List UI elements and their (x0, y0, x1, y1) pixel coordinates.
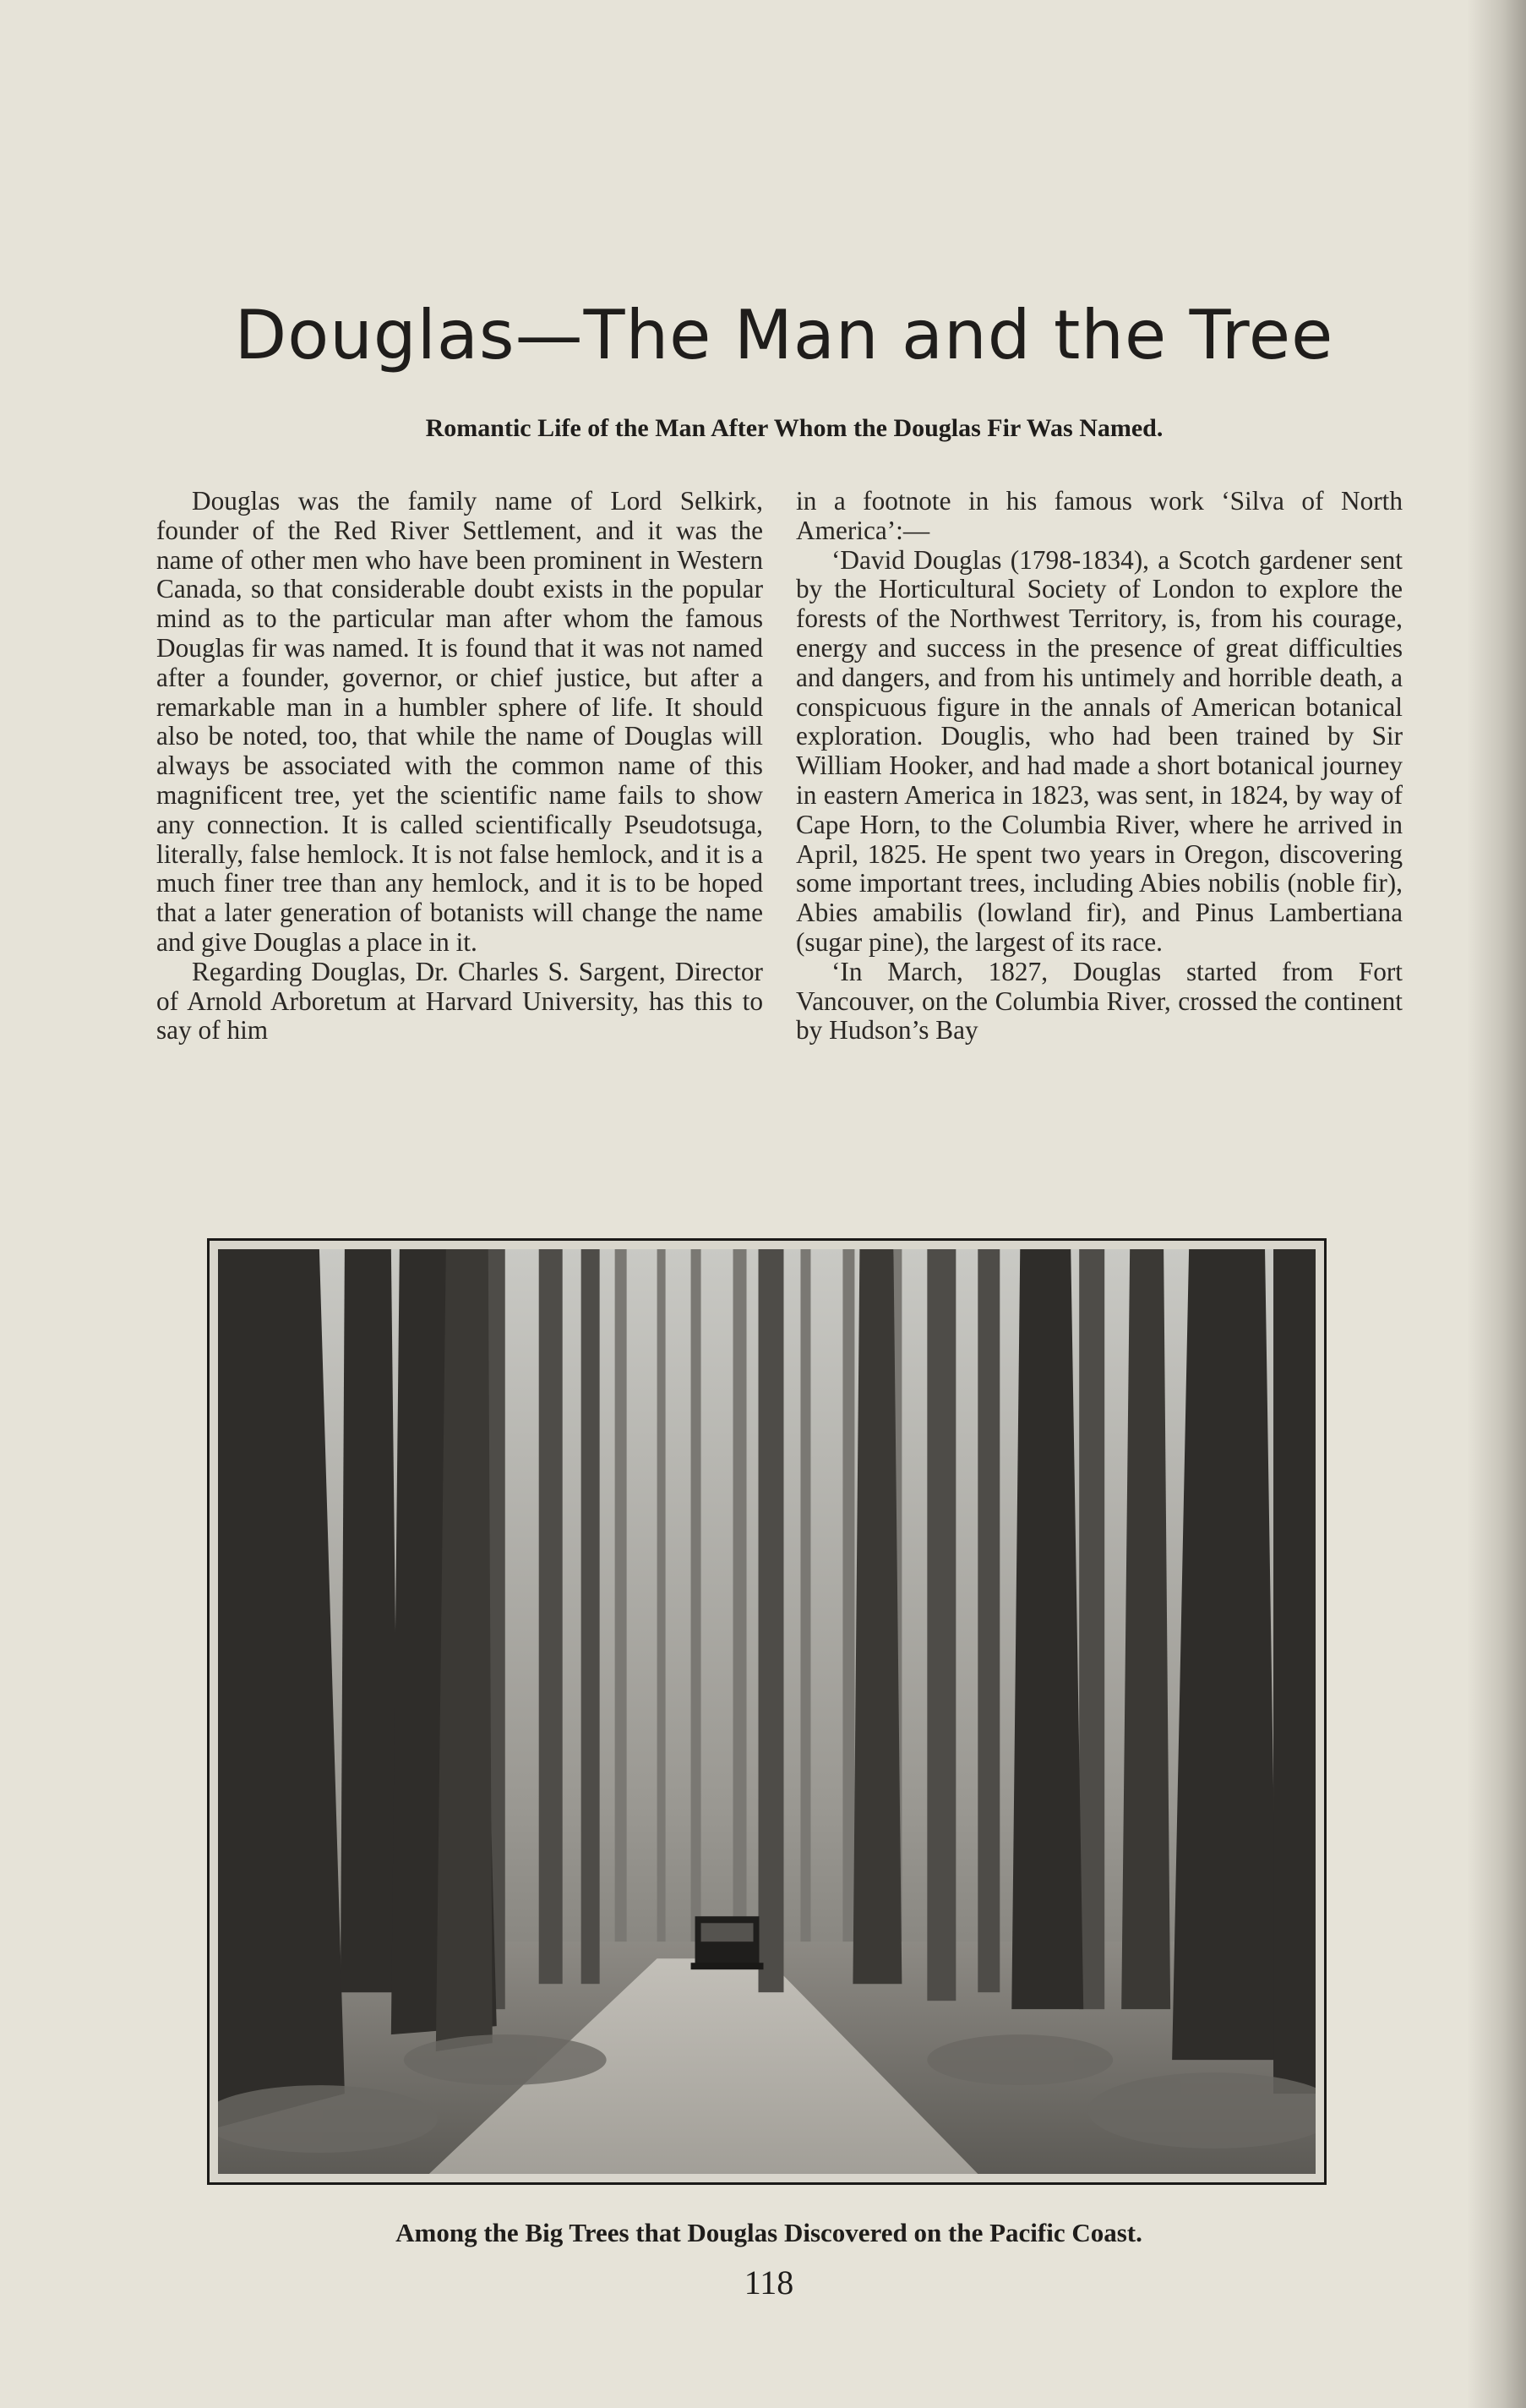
car-silhouette (691, 1916, 764, 1969)
forest-photograph-frame (207, 1238, 1327, 2185)
paragraph: Douglas was the family name of Lord Selkirk, founder of the Red River Settlement, and it was the name of other men who have been prominent in Western Canada, so that considerable doubt exists in the popular mind as to the particular man after whom the famous Douglas fir was named. It is found that it was not named after a founder, governor, or chief justice, but after a remarkable man in a humbler sphere of life. It should also be noted, too, that while the name of Douglas will always be associated with the common name of this magnificent tree, yet the scientific name fails to show any connection. It is called scientifically Pseudotsuga, literally, false hemlock. It is not false hemlock, and it is a much finer tree than any hemlock, and it is to be hoped that a later generation of botanists will change the name and give Douglas a place in it. (156, 487, 763, 957)
article-subtitle: Romantic Life of the Man After Whom the Douglas Fir Was Named. (425, 414, 1164, 442)
page-number: 118 (744, 2263, 794, 2302)
text-column-right (796, 487, 1403, 1197)
text-column-left (156, 487, 763, 1197)
paragraph: Regarding Douglas, Dr. Charles S. Sargent, Director of Arnold Arboretum at Harvard University, has this to say of him (156, 956, 763, 1046)
paragraph: ‘In March, 1827, Douglas started from Fort Vancouver, on the Columbia River, crossed the continent by Hudson’s Bay (796, 956, 1403, 1046)
paragraph: ‘David Douglas (1798-1834), a Scotch gardener sent by the Horticultural Society of London to explore the forests of the Northwest Territory, is, from his courage, energy and success in the presence of great difficulties and dangers, and from his untimely and horrible death, a conspicuous figure in the annals of American botanical exploration. Douglis, who had been trained by Sir William Hooker, and had made a short botanical journey in eastern America in 1823, was sent, in 1824, by way of Cape Horn, to the Columbia River, where he arrived in April, 1825. He spent two years in Oregon, discovering some important trees, including Abies nobilis (noble fir), Abies amabilis (lowland fir), and Pinus Lambertiana (sugar pine), the largest of its race. (796, 544, 1403, 957)
article-title: Douglas—The Man and the Tree (234, 296, 1334, 374)
paragraph: in a footnote in his famous work ‘Silva of North America’:— (796, 487, 1403, 545)
forest-photograph (218, 1249, 1316, 2174)
article-body (156, 487, 1403, 1197)
figure-caption: Among the Big Trees that Douglas Discovered on the Pacific Coast. (395, 2218, 1142, 2247)
